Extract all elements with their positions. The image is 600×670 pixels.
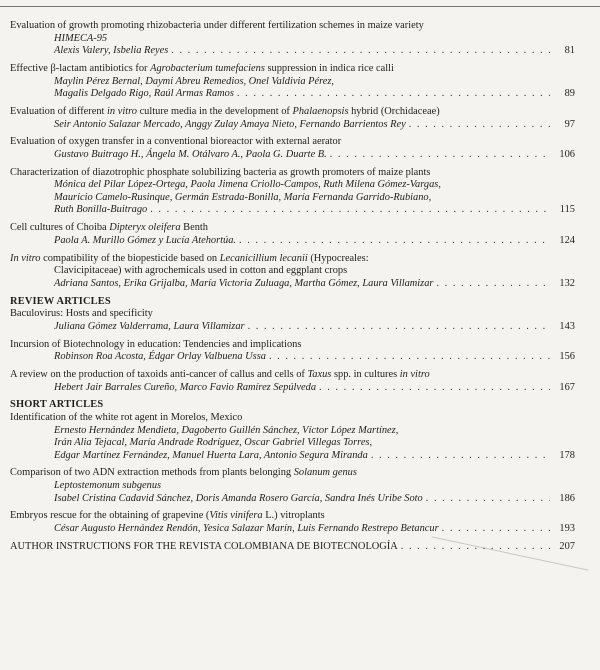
entry-leader-line — [10, 235, 575, 248]
leader-dots — [171, 45, 550, 58]
toc-entry[interactable] — [10, 167, 575, 217]
entry-title — [10, 20, 575, 33]
title-text: Effective β-lactam antibiotics for — [10, 62, 151, 74]
entry-title — [10, 106, 575, 119]
title-italic: Vitis vinifera — [209, 510, 263, 522]
title-text: suppression in indica rice calli — [264, 62, 394, 74]
leader-dots — [409, 119, 550, 132]
entry-leader-line — [10, 45, 575, 58]
entry-page: 193 — [559, 523, 575, 535]
entry-title — [10, 222, 575, 235]
entry-authors: Juliana Gómez Valderrama, Laura Villamizar — [54, 320, 245, 332]
entry-title-line2: Clavicipitaceae) with agrochemicals used in cotton and eggplant crops — [54, 265, 348, 277]
title-text: Cell cultures of Choiba — [10, 222, 110, 234]
title-text: Evaluation of different — [10, 105, 108, 117]
toc-entry[interactable] — [10, 20, 575, 58]
leader-dots — [269, 351, 550, 364]
leader-dots — [371, 450, 550, 463]
entry-authors: Ernesto Hernández Mendieta, Dagoberto Guillén Sánchez, Víctor López Martínez, — [54, 424, 399, 436]
toc-entry[interactable] — [10, 106, 575, 131]
short-articles — [10, 412, 575, 536]
entry-authors: Adriana Santos, Erika Grijalba, María Victoria Zuluaga, Martha Gómez, Laura Villamizar — [54, 277, 434, 289]
entry-leader-line — [10, 278, 575, 291]
entry-title — [10, 510, 575, 523]
top-rule — [0, 6, 600, 7]
entry-leader-line — [10, 450, 575, 463]
leader-dots — [239, 235, 550, 248]
title-text: Comparison of two ADN extraction methods from plants belonging — [10, 467, 294, 479]
entry-page: 97 — [564, 118, 575, 130]
entry-authors: Maylin Pérez Bernal, Daymi Abreu Remedios, Onel Valdivia Pérez, — [54, 75, 334, 87]
title-text: A review on the production of taxoids anti-cancer of callus and cells of — [10, 368, 308, 380]
entry-page: 81 — [564, 45, 575, 57]
toc-entry[interactable] — [10, 339, 575, 364]
entry-authors: Hebert Jair Barrales Cureño, Marco Favio Ramírez Sepúlveda — [54, 381, 317, 393]
entry-title — [10, 308, 575, 321]
title-text: (Hypocreales: — [307, 252, 369, 264]
entry-title: AUTHOR INSTRUCTIONS FOR THE REVISTA COLOMBIANA DE BIOTECNOLOGÍA — [10, 540, 398, 552]
entry-page: 178 — [559, 449, 575, 461]
entry-page: 132 — [559, 277, 575, 289]
title-italic: Dipteryx oleifera — [109, 222, 181, 234]
entry-page: 89 — [564, 88, 575, 100]
research-articles — [10, 20, 575, 290]
entry-leader-line — [10, 351, 575, 364]
entry-authors: César Augusto Hernández Rendón, Yesica Salazar Marín, Luis Fernando Restrepo Betancur — [54, 523, 439, 535]
title-text: compatibility of the biopesticide based on — [40, 252, 220, 264]
title-text: Benth — [180, 222, 208, 234]
toc-entry[interactable] — [10, 308, 575, 333]
author-instructions-entry[interactable] — [10, 541, 575, 554]
entry-authors: Mauricio Camelo-Rusinque, Germán Estrada-Bonilla, María Fernanda Garrido-Rubiano, — [54, 191, 432, 203]
entry-authors: Alexis Valery, Isbelia Reyes — [54, 45, 169, 57]
title-text: spp. in cultures — [331, 368, 400, 380]
title-italic: in vitro — [107, 105, 137, 117]
entry-authors: Irán Alia Tejacal, María Andrade Rodríguez, Oscar Gabriel Villegas Torres, — [54, 437, 373, 449]
entry-leader-line — [10, 149, 575, 162]
entry-title — [10, 253, 575, 266]
entry-title — [10, 467, 575, 480]
toc-entry[interactable] — [10, 63, 575, 101]
leader-dots — [330, 149, 550, 162]
title-italic: Phalaenopsis — [292, 105, 349, 117]
entry-title — [10, 63, 575, 76]
review-articles — [10, 308, 575, 394]
leader-dots — [319, 382, 550, 395]
leader-dots — [248, 321, 550, 334]
entry-authors: Isabel Cristina Cadavid Sánchez, Doris Amanda Rosero García, Sandra Inés Uribe Soto — [54, 492, 423, 504]
entry-page: 207 — [559, 540, 575, 552]
entry-leader-line — [10, 493, 575, 506]
title-text: L.) vitroplants — [262, 510, 325, 522]
entry-title — [10, 339, 575, 352]
leader-dots — [436, 278, 550, 291]
toc-entry[interactable] — [10, 510, 575, 535]
entry-page: 186 — [559, 492, 575, 504]
entry-authors: Edgar Martínez Fernández, Manuel Huerta Lara, Antonio Segura Miranda — [54, 449, 368, 461]
entry-leader-line — [10, 523, 575, 536]
title-text: hybrid (Orchidaceae) — [348, 105, 440, 117]
entry-authors: Seir Antonio Salazar Mercado, Anggy Zulay Amaya Nieto, Fernando Barrientos Rey — [54, 118, 406, 130]
leader-dots — [442, 523, 550, 536]
title-italic: in vitro — [399, 368, 430, 380]
entry-page: 143 — [559, 320, 575, 332]
title-italic: Agrobacterium tumefaciens — [150, 62, 265, 74]
entry-authors: Magalis Delgado Rigo, Raúl Armas Ramos — [54, 88, 234, 100]
leader-dots — [150, 204, 550, 217]
title-text: Evaluation of oxygen transfer in a conventional bioreactor with external aerator — [10, 136, 342, 148]
entry-page: 156 — [559, 351, 575, 363]
title-text: Incursion of Biotechnology in education: Tendencies and implications — [10, 338, 302, 350]
entry-title — [10, 412, 575, 425]
entry-leader-line — [10, 204, 575, 217]
toc-entry[interactable] — [10, 253, 575, 291]
entry-authors: HIMECA-95 — [54, 32, 108, 44]
leader-dots — [237, 88, 550, 101]
entry-title — [10, 136, 575, 149]
entry-page: 106 — [559, 148, 575, 160]
entry-authors: Paola A. Murillo Gómez y Lucía Atehortúa. — [54, 234, 237, 246]
entry-leader-line — [10, 321, 575, 334]
title-italic: In vitro — [10, 252, 41, 264]
title-italic: Lecanicillium lecanii — [219, 252, 308, 264]
entry-authors: Robinson Roa Acosta, Édgar Orlay Valbuena Ussa — [54, 351, 266, 363]
entry-authors: Leptostemonum subgenus — [54, 480, 162, 492]
leader-dots — [426, 493, 550, 506]
toc-entry[interactable] — [10, 136, 575, 161]
entry-authors: Gustavo Buitrago H., Ángela M. Otálvaro A., Paola G. Duarte B. — [54, 148, 327, 160]
entry-leader-line — [10, 119, 575, 132]
entry-page: 167 — [559, 381, 575, 393]
short-heading: SHORT ARTICLES — [10, 399, 104, 411]
title-italic: Taxus — [307, 368, 332, 380]
toc-entry[interactable] — [10, 467, 575, 505]
toc-entry[interactable] — [10, 412, 575, 462]
entry-authors: Mónica del Pilar López-Ortega, Paola Jimena Criollo-Campos, Ruth Milena Gómez-Vargas, — [54, 179, 441, 191]
entry-title — [10, 167, 575, 180]
title-text: Evaluation of growth promoting rhizobacteria under different fertilization schemes in maize variety — [10, 20, 424, 31]
title-text: culture media in the development of — [136, 105, 293, 117]
table-of-contents — [10, 20, 575, 559]
entry-page: 115 — [559, 204, 575, 216]
leader-dots — [401, 541, 550, 554]
toc-entry[interactable] — [10, 369, 575, 394]
review-heading: REVIEW ARTICLES — [10, 295, 111, 307]
entry-leader-line — [10, 382, 575, 395]
title-text: Baculovirus: Hosts and specificity — [10, 308, 153, 320]
entry-page: 124 — [559, 234, 575, 246]
entry-title — [10, 369, 575, 382]
entry-authors: Ruth Bonilla-Buitrago — [54, 204, 148, 216]
title-italic: Solanum genus — [293, 467, 357, 479]
toc-entry[interactable] — [10, 222, 575, 247]
title-text: Embryos rescue for the obtaining of grapevine ( — [10, 510, 210, 522]
title-text: Identification of the white rot agent in Morelos, Mexico — [10, 411, 243, 423]
title-text: Characterization of diazotrophic phosphate solubilizing bacteria as growth promoters of maize plants — [10, 166, 431, 178]
entry-leader-line — [10, 88, 575, 101]
